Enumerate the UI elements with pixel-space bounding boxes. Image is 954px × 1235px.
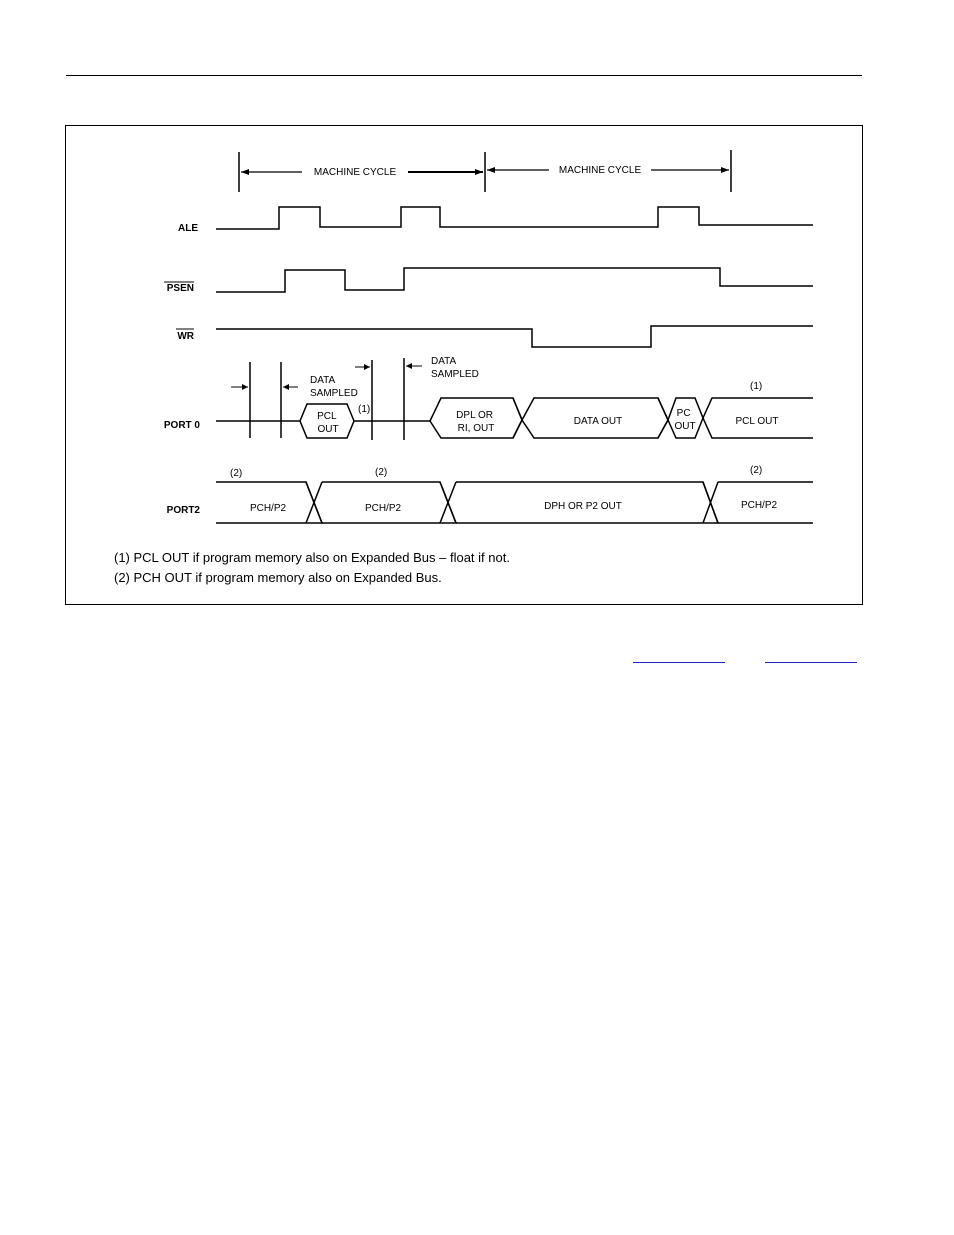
port0-pc-out-text: [674, 408, 695, 432]
port0-dpl-text: [456, 410, 496, 434]
data-sampled-label-1: [310, 375, 358, 399]
ale-waveform: [216, 207, 813, 229]
port0-dpl-line2: RI, OUT: [457, 423, 495, 434]
port0-pcl-out-2-text: PCL OUT: [735, 416, 779, 427]
machine-cycle-markers: [239, 150, 731, 192]
marker-2b: (2): [375, 467, 388, 478]
signal-label-port2: PORT2: [166, 505, 200, 516]
port2-pch-p2-3-text: PCH/P2: [740, 500, 778, 511]
machine-cycle-label-1: MACHINE CYCLE: [313, 167, 397, 178]
marker-1a: (1): [358, 404, 371, 415]
data-sampled-2-line2: SAMPLED: [431, 369, 479, 380]
data-sampled-2-line1: DATA: [431, 356, 456, 367]
port0-pc-out-line2: OUT: [674, 421, 696, 432]
marker-2c: (2): [750, 465, 763, 476]
data-sampled-label-2: [431, 356, 479, 380]
port2-pch-p2-2-text: PCH/P2: [364, 503, 402, 514]
wr-waveform: [216, 326, 813, 347]
machine-cycle-label-2: MACHINE CYCLE: [558, 165, 642, 176]
footnote-2: (2) PCH OUT if program memory also on Expanded Bus.: [114, 570, 442, 585]
signal-label-port0: PORT 0: [163, 420, 200, 431]
marker-2a: (2): [230, 468, 243, 479]
port0-pcl-out-line1: PCL: [317, 411, 337, 422]
port2-dph-or-p2-text: DPH OR P2 OUT: [544, 501, 622, 512]
port0-data-out-text: DATA OUT: [573, 416, 623, 427]
signal-label-wr: WR: [177, 331, 194, 342]
port2-waveform: [216, 482, 813, 523]
port0-pcl-out-line2: OUT: [317, 424, 339, 435]
port0-waveform: [216, 398, 813, 438]
hyperlink-underline-2[interactable]: [765, 662, 857, 663]
psen-waveform: [216, 268, 813, 292]
signal-label-ale: ALE: [178, 223, 198, 234]
hyperlink-underline-1[interactable]: [633, 662, 725, 663]
port0-dpl-line1: DPL OR: [456, 410, 494, 421]
signal-label-psen: PSEN: [166, 283, 194, 294]
footnote-1: (1) PCL OUT if program memory also on Expanded Bus – float if not.: [114, 550, 510, 565]
marker-1b: (1): [750, 381, 763, 392]
data-sampled-1-line2: SAMPLED: [310, 388, 358, 399]
port2-pch-p2-1-text: PCH/P2: [249, 503, 287, 514]
port0-pc-out-line1: PC: [676, 408, 691, 419]
port0-pcl-out-text: [317, 411, 339, 435]
data-sampled-1-line1: DATA: [310, 375, 335, 386]
